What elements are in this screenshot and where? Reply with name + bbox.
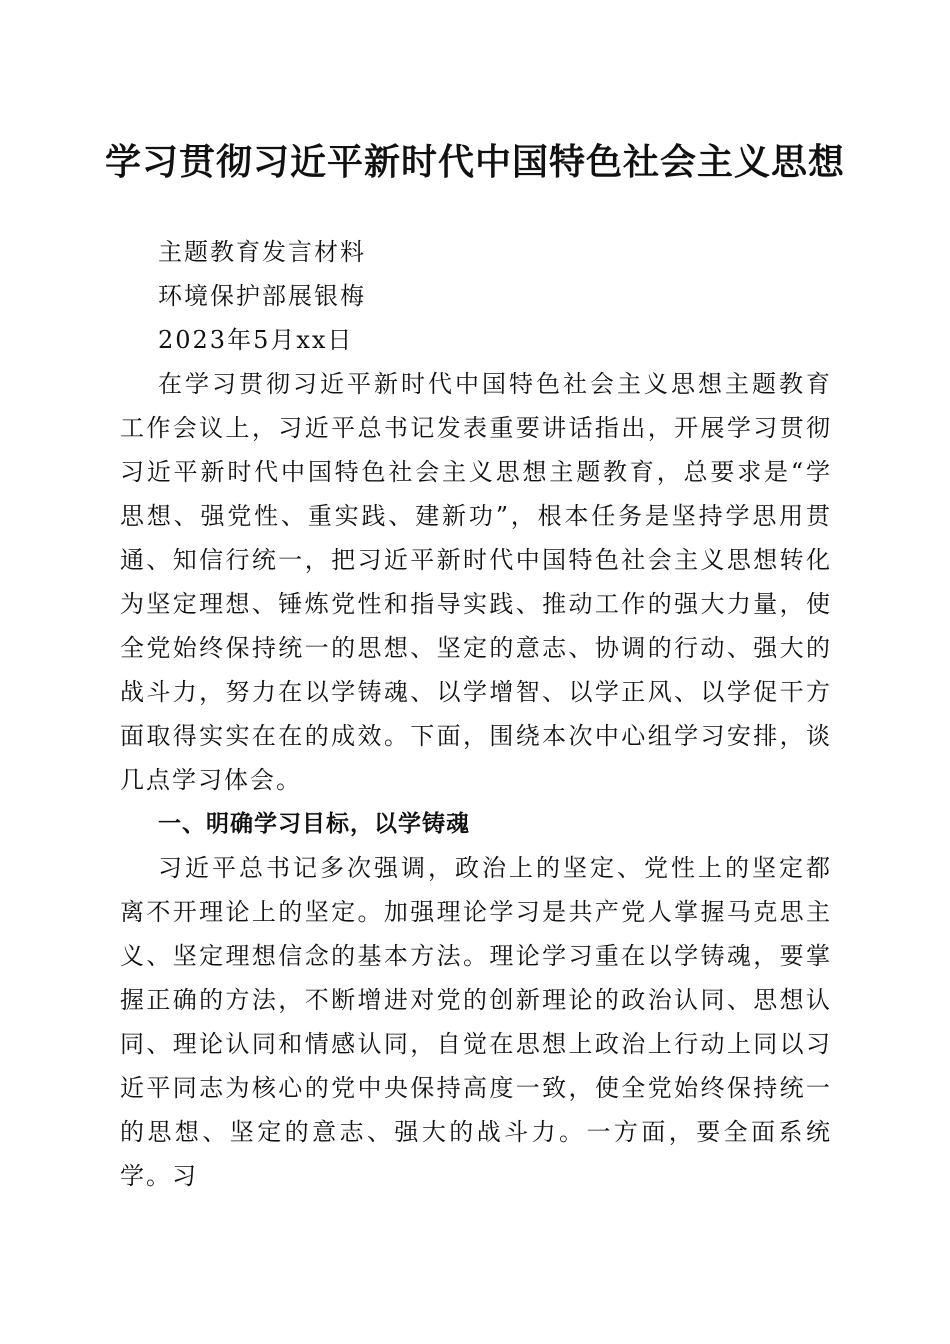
document-author: 环境保护部展银梅 xyxy=(158,282,366,310)
document-title: 学习贯彻习近平新时代中国特色社会主义思想 xyxy=(104,141,845,183)
intro-paragraph: 在学习贯彻习近平新时代中国特色社会主义思想主题教育工作会议上，习近平总书记发表重要讲话指出，开展学习贯彻习近平新时代中国特色社会主义思想主题教育，总要求是“学思想、强党性、重实践、建新功”，根本任务是坚持学思用贯通、知信行统一，把习近平新时代中国特色社会主义思想转化为坚定理想、锤炼党性和指导实践、推动工作的强大力量，使全党始终保持统一的思想、坚定的意志、协调的行动、强大的战斗力，努力在以学铸魂、以学增智、以学正风、以学促干方面取得实实在在的成效。下面，围绕本次中心组学习安排，谈几点学习体会。 xyxy=(120,370,832,794)
document-subtitle: 主题教育发言材料 xyxy=(158,238,366,266)
section-heading-1: 一、明确学习目标，以学铸魂 xyxy=(158,811,470,837)
document-body xyxy=(120,230,832,1198)
section-1-paragraph: 习近平总书记多次强调，政治上的坚定、党性上的坚定都离不开理论上的坚定。加强理论学习是共产党人掌握马克思主义、坚定理想信念的基本方法。理论学习重在以学铸魂，要掌握正确的方法，不断增进对党的创新理论的政治认同、思想认同、理论认同和情感认同，自觉在思想上政治上行动上同以习近平同志为核心的党中央保持高度一致，使全党始终保持统一的思想、坚定的意志、强大的战斗力。一方面，要全面系统学。习 xyxy=(120,854,832,1190)
document-date: 2023年5月xx日 xyxy=(158,326,354,354)
